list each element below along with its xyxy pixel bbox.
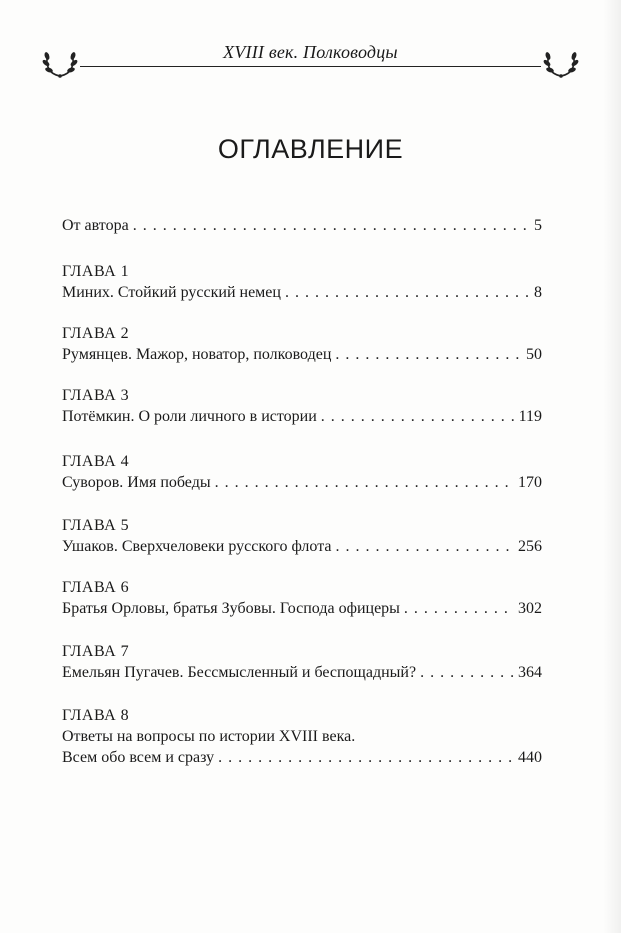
toc-entry-title: Миних. Стойкий русский немец — [62, 284, 281, 301]
page-title: ОГЛАВЛЕНИЕ — [217, 134, 404, 165]
toc-entry-title: Братья Орловы, братья Зубовы. Господа офицеры — [62, 600, 400, 617]
dot-leader — [218, 748, 514, 768]
dot-leader — [215, 473, 514, 493]
chapter-label: ГЛАВА 8 — [62, 707, 130, 724]
toc-page-number: 119 — [518, 408, 542, 425]
toc-page-number: 256 — [518, 538, 542, 555]
toc-page-number: 8 — [534, 284, 542, 301]
chapter-label: ГЛАВА 2 — [62, 325, 130, 342]
header-rule — [80, 66, 541, 67]
chapter-label: ГЛАВА 5 — [62, 517, 130, 534]
chapter-label: ГЛАВА 4 — [62, 453, 130, 470]
chapter-label: ГЛАВА 6 — [62, 579, 130, 596]
toc-entry-title: Емельян Пугачев. Бессмысленный и беспощадный? — [62, 664, 417, 681]
toc-entry-title: Ушаков. Сверхчеловеки русского флота — [62, 538, 332, 555]
toc-page-number: 170 — [518, 474, 542, 491]
dot-leader — [335, 537, 514, 557]
toc-entry-title: Всем обо всем и сразу — [62, 749, 215, 766]
dot-leader — [420, 663, 514, 683]
toc-page-number: 50 — [526, 346, 542, 363]
toc-entry-chapter-3 — [62, 386, 542, 428]
chapter-label: ГЛАВА 7 — [62, 643, 130, 660]
dot-leader — [133, 216, 530, 236]
dot-leader — [335, 345, 522, 365]
dot-leader — [321, 407, 515, 427]
chapter-label: ГЛАВА 3 — [62, 387, 130, 404]
dot-leader — [285, 283, 530, 303]
toc-entry-title: От автора — [62, 217, 129, 234]
toc-entry-title: Румянцев. Мажор, новатор, полководец — [62, 346, 332, 363]
toc-entry-preface — [62, 216, 542, 237]
toc-entry-chapter-1 — [62, 262, 542, 304]
laurel-wreath-icon — [543, 46, 579, 80]
toc-entry-title: Суворов. Имя победы — [62, 474, 211, 491]
dot-leader — [404, 599, 514, 619]
toc-page-number: 302 — [518, 600, 542, 617]
toc-page-number: 364 — [518, 664, 542, 681]
running-header — [40, 38, 581, 82]
toc-entry-chapter-8 — [62, 706, 542, 769]
toc-entry-title: Потёмкин. О роли личного в истории — [62, 408, 317, 425]
chapter-label: ГЛАВА 1 — [62, 263, 130, 280]
toc-entry-chapter-4 — [62, 452, 542, 494]
toc-entry-title-line1: Ответы на вопросы по истории XVIII века. — [62, 728, 356, 745]
toc-entry-chapter-6 — [62, 578, 542, 620]
toc-page-number: 440 — [518, 749, 542, 766]
toc-entry-chapter-2 — [62, 324, 542, 366]
running-header-title: XVIII век. Полководцы — [223, 42, 398, 62]
toc-entry-chapter-7 — [62, 642, 542, 684]
toc-page-number: 5 — [534, 217, 542, 234]
toc-entry-chapter-5 — [62, 516, 542, 558]
